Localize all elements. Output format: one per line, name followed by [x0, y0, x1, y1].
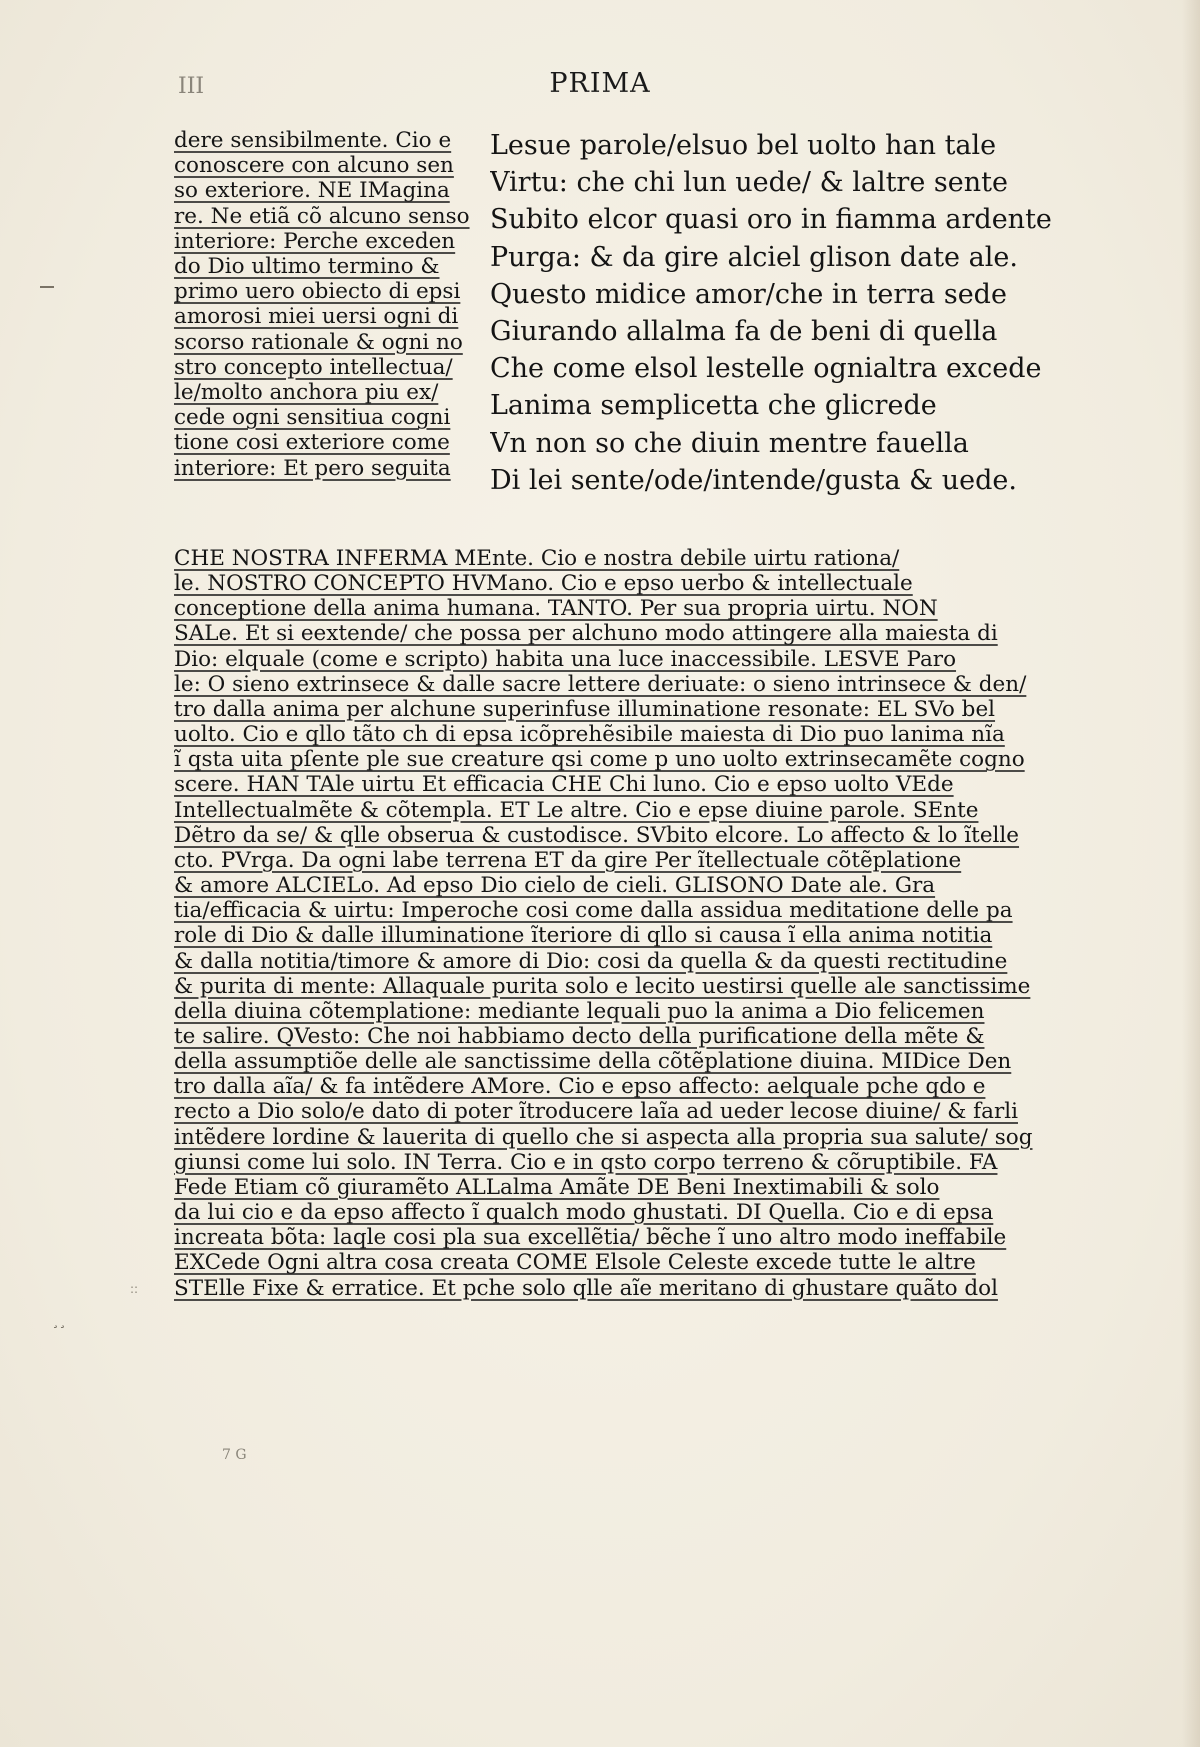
commentary-line: amorosi miei uersi ogni di — [174, 304, 459, 330]
body-line: Intellectualmẽte & cõtempla. ET Le altre. Cio e epse diuine parole. SEnte — [174, 797, 979, 823]
verse-line: Giurando allalma fa de beni di quella — [490, 316, 998, 348]
body-line: cto. PVrga. Da ogni labe terrena ET da gire Per ĩtellectuale cõtẽplatione — [174, 847, 962, 873]
body-line: le. NOSTRO CONCEPTO HVMano. Cio e epso uerbo & intellectuale — [174, 571, 913, 597]
verse-line: Lesue parole/elsuo bel uolto han tale — [490, 130, 997, 161]
body-line: scere. HAN TAle uirtu Et efficacia CHE Chi luno. Cio e epso uolto VEde — [174, 772, 954, 798]
body-line: & dalla notitia/timore & amore di Dio: cosi da quella & da questi rectitudine — [174, 948, 1008, 974]
body-line: STElle Fixe & erratice. Et pche solo qlle aĩe meritano di ghustare quãto dol — [174, 1275, 998, 1301]
bottom-page-mark: 7 G — [222, 1447, 247, 1463]
commentary-line: scorso rationale & ogni no — [174, 329, 463, 355]
body-line: le: O sieno extrinsece & dalle sacre lettere deriuate: o sieno intrinsece & den/ — [174, 671, 1027, 697]
body-line: giunsi come lui solo. IN Terra. Cio e in qsto corpo terreno & cõruptibile. FA — [174, 1149, 998, 1175]
commentary-line: do Dio ultimo termino & — [174, 254, 440, 280]
commentary-column — [174, 128, 494, 481]
commentary-line: conoscere con alcuno sen — [174, 153, 454, 179]
body-line: ĩ qsta uita pſente ple sue creature qsi come p uno uolto extrinsecamẽte cogno — [174, 747, 1025, 773]
verse-line: Virtu: che chi lun uede/ & laltre sente — [490, 167, 1008, 199]
running-header: PRIMA — [549, 68, 651, 99]
verse-line: Subito elcor quasi oro in fiamma ardente — [490, 204, 1052, 236]
body-line: EXCede Ogni altra cosa creata COME Elsole Celeste excede tutte le altre — [174, 1250, 976, 1276]
body-line: & amore ALCIELo. Ad epso Dio cielo de cieli. GLISONO Date ale. Gra — [174, 873, 936, 899]
commentary-line: primo uero obiecto di epsi — [174, 279, 461, 305]
verse-line: Purga: & da gire alciel glison date ale. — [490, 241, 1018, 273]
commentary-line: so exteriore. NE IMagina — [174, 178, 450, 204]
body-line: tro dalla aĩa/ & fa intẽdere AMore. Cio e epso affecto: aelquale pche qdo e — [174, 1074, 986, 1100]
body-line: SALe. Et si eextende/ che possa per alchuno modo attingere alla maiesta di — [174, 621, 998, 647]
verse-line: Che come elsol lestelle ognialtra excede — [490, 353, 1042, 385]
body-line: role di Dio & dalle illuminatione ĩteriore di qllo si causa ĩ ella anima notitia — [174, 923, 993, 949]
top-page-mark: III — [178, 74, 205, 99]
body-line: della diuina cõtemplatione: mediante lequali puo la anima a Dio felicemen — [174, 998, 985, 1024]
body-line: Dio: elquale (come e scripto) habita una luce inaccessibile. LESVE Paro — [174, 646, 957, 672]
commentary-line: dere sensibilmente. Cio e — [174, 128, 452, 153]
commentary-line: re. Ne etiã cõ alcuno senso — [174, 203, 470, 229]
verse-line: Vn non so che diuin mentre fauella — [490, 427, 969, 459]
commentary-body — [174, 546, 1094, 1301]
margin-mark — [40, 286, 54, 288]
body-line: & purita di mente: Allaquale purita solo e lecito uestirsi quelle ale sanctissime — [174, 973, 1031, 999]
body-line: intẽdere lordine & lauerita di quello che si aspecta alla propria sua salute/ sog — [174, 1124, 1033, 1150]
body-line: Fede Etiam cõ giuramẽto ALLalma Amãte DE Beni Inextimabili & solo — [174, 1174, 940, 1200]
body-line: tro dalla anima per alchune superinfuse illuminatione resonate: EL SVo bel — [174, 696, 996, 722]
commentary-line: interiore: Et pero seguita — [174, 455, 451, 481]
body-line: tia/efficacia & uirtu: Imperoche cosi come dalla assidua meditatione delle pa — [174, 898, 1013, 924]
margin-ticks: :: — [130, 1282, 139, 1296]
body-line: increata bõta: laqle cosi pla sua excellẽtia/ bẽche ĩ uno altro modo ineffabile — [174, 1225, 1007, 1251]
commentary-line: interiore: Perche exceden — [174, 228, 456, 254]
body-line: conceptione della anima humana. TANTO. Per sua propria uirtu. NON — [174, 596, 938, 622]
verse-line: Questo midice amor/che in terra sede — [490, 278, 1007, 310]
verse-line: Di lei sente/ode/intende/gusta & uede. — [490, 464, 1017, 496]
commentary-line: le/molto anchora piu ex/ — [174, 380, 439, 406]
commentary-line: cede ogni sensitiua cogni — [174, 405, 451, 431]
commentary-line: stro concepto intellectua/ — [174, 354, 453, 380]
body-line: CHE NOSTRA INFERMA MEnte. Cio e nostra debile uirtu rationa/ — [174, 546, 900, 571]
verse-line: Lanima semplicetta che glicrede — [490, 390, 937, 422]
body-line: Dẽtro da se/ & qlle obserua & custodisce. SVbito elcore. Lo affecto & lo ĩtelle — [174, 822, 1020, 848]
body-line: uolto. Cio e qllo tãto ch di epsa icõprehẽsibile maiesta di Dio puo lanima nĩa — [174, 722, 1005, 748]
body-line: recto a Dio solo/e dato di poter ĩtroducere laĩa ad ueder lecose diuine/ & farli — [174, 1099, 1018, 1125]
commentary-line: tione cosi exteriore come — [174, 430, 450, 456]
margin-dots: ¸¸ — [52, 1313, 66, 1329]
body-line: della assumptiõe delle ale sanctissime della cõtẽplatione diuina. MIDice Den — [174, 1049, 1012, 1075]
body-line: da lui cio e da epso affecto ĩ qualch modo ghustati. DI Quella. Cio e di epsa — [174, 1200, 994, 1226]
body-line: te salire. QVesto: Che noi habbiamo decto della purificatione della mẽte & — [174, 1023, 985, 1049]
page-edge-shadow — [1182, 0, 1200, 1747]
verse-column — [490, 127, 1090, 499]
